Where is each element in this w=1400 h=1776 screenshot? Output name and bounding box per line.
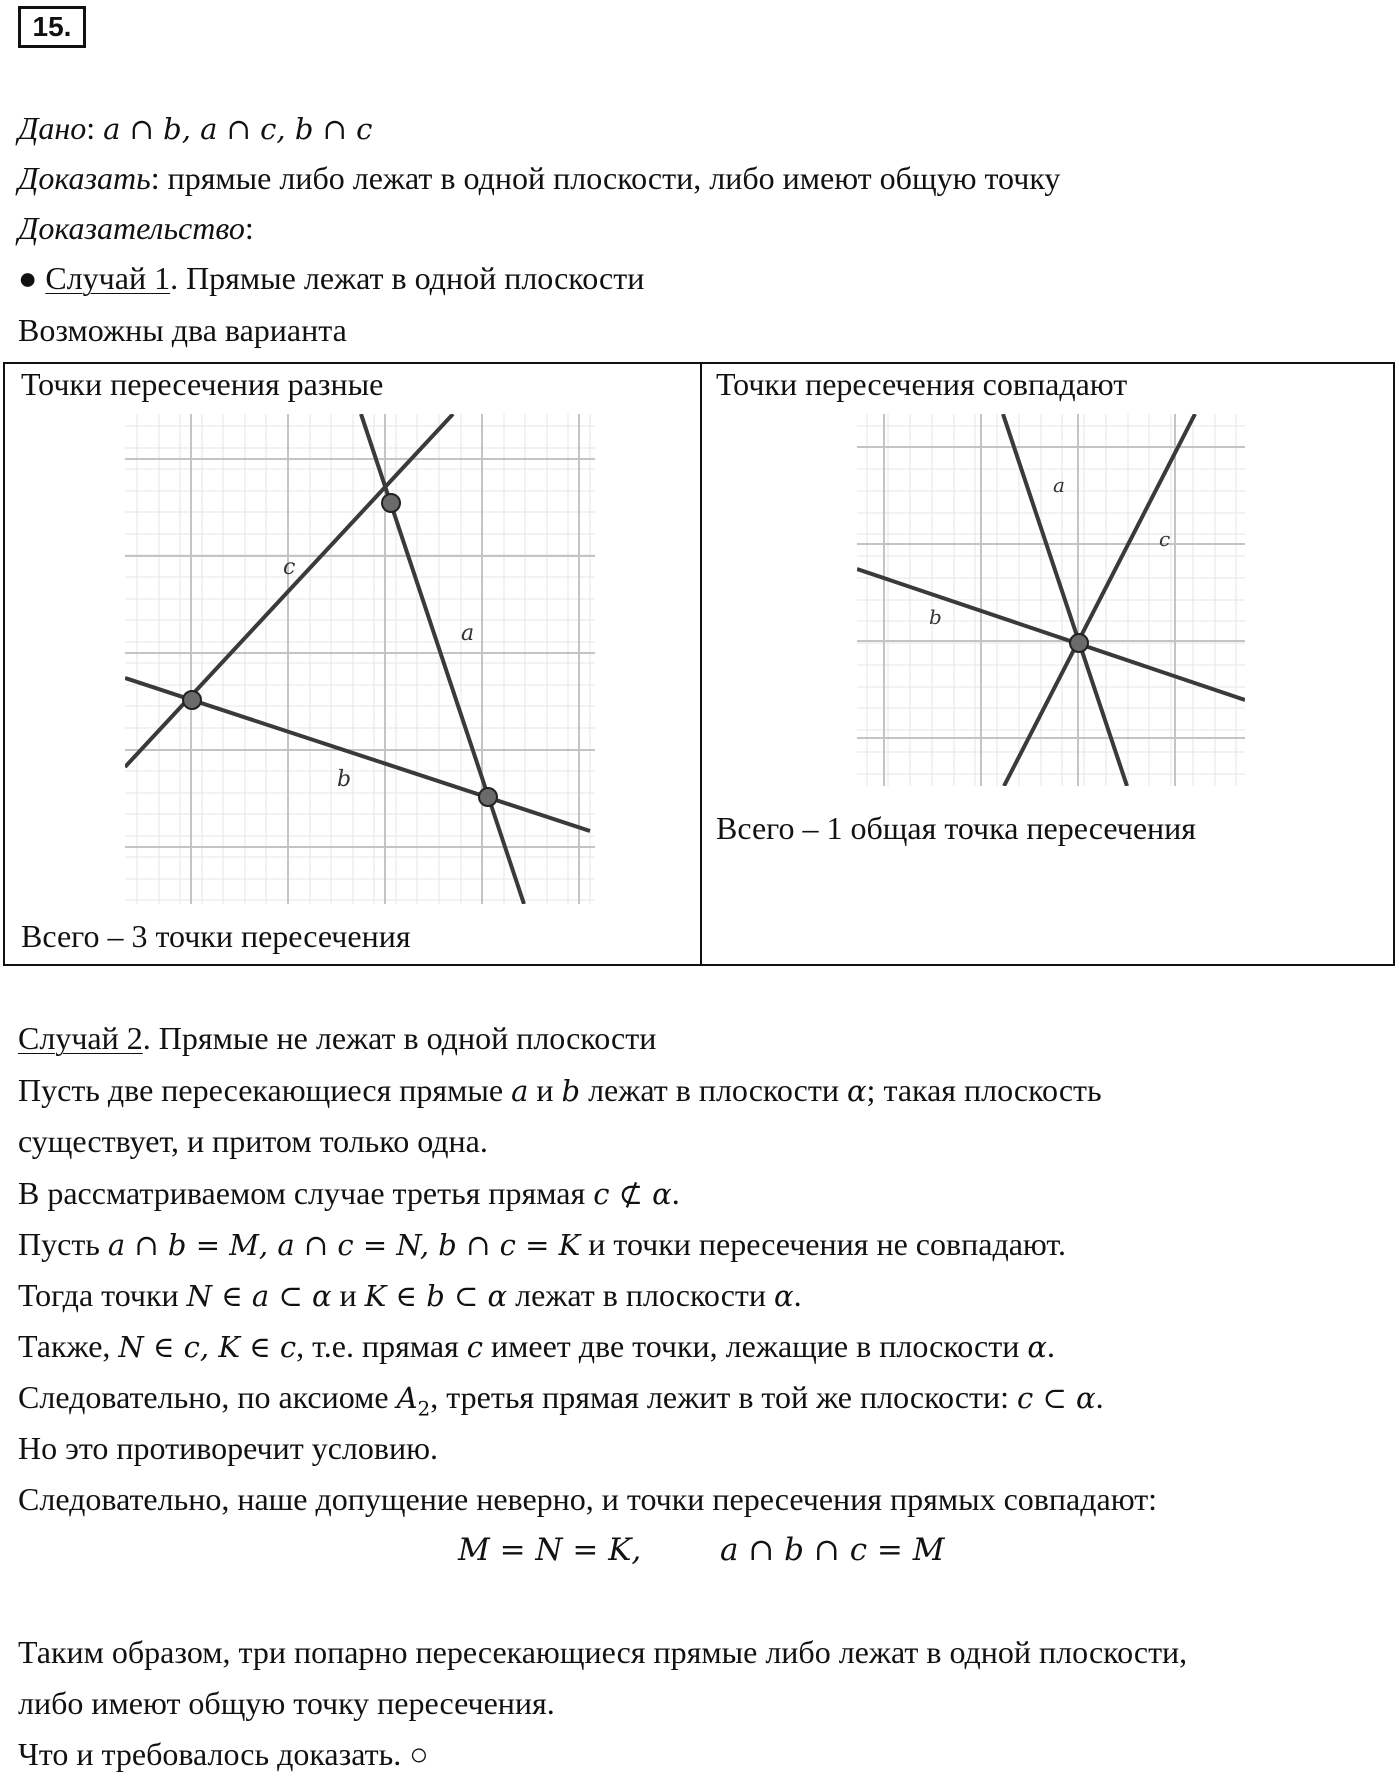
math-c-subset: c ⊂ α bbox=[1017, 1381, 1096, 1415]
left-lines bbox=[125, 414, 590, 904]
text-run: лежат в плоскости bbox=[507, 1277, 774, 1313]
case2-line-7 bbox=[18, 1377, 1104, 1428]
case1-variants: Возможны два варианта bbox=[18, 312, 347, 348]
proof-label-line bbox=[18, 208, 254, 248]
text-run: Пусть bbox=[18, 1226, 108, 1262]
case1-line bbox=[18, 258, 644, 298]
case1-table bbox=[3, 362, 1395, 966]
case2-line bbox=[18, 1018, 656, 1058]
case2-line-8: Но это противоречит условию. bbox=[18, 1430, 439, 1466]
text-run: Пусть две пересекающиеся прямые bbox=[18, 1072, 512, 1108]
left-point-ab bbox=[479, 788, 497, 806]
given-line bbox=[18, 108, 372, 149]
qed-text: Что и требовалось доказать. bbox=[18, 1736, 402, 1772]
text-run: и bbox=[331, 1277, 365, 1313]
proof-label: Доказательство bbox=[18, 210, 245, 246]
text-run: лежат в плоскости bbox=[580, 1072, 847, 1108]
math-intersections: a ∩ b = M, a ∩ c = N, b ∩ c = K bbox=[107, 1228, 581, 1262]
given-expression: a ∩ b, a ∩ c, b ∩ c bbox=[103, 112, 373, 146]
case2-line-9: Следовательно, наше допущение неверно, и точки пересечения прямых совпадают: bbox=[18, 1481, 1158, 1517]
math-n-k-in-c: N ∈ c, K ∈ c bbox=[118, 1330, 297, 1364]
text-run: и точки пересечения не совпадают. bbox=[580, 1226, 1066, 1262]
case2-line-5 bbox=[18, 1275, 802, 1316]
left-diagram bbox=[125, 414, 595, 904]
conclusion-line-1: Таким образом, три попарно пересекающиеся прямые либо лежат в одной плоскости, bbox=[18, 1634, 1188, 1670]
left-grid-minor bbox=[125, 414, 595, 904]
math-n-in-a: N ∈ a ⊂ α bbox=[186, 1279, 332, 1313]
case2-line-6 bbox=[18, 1326, 1055, 1367]
prove-label: Доказать bbox=[18, 160, 151, 196]
right-line-b bbox=[857, 569, 1245, 700]
text-run: Тогда точки bbox=[18, 1277, 187, 1313]
math-c: c bbox=[466, 1330, 483, 1364]
end-of-proof-icon: ○ bbox=[409, 1736, 429, 1772]
conclusion-line-3 bbox=[18, 1734, 429, 1774]
text-run: и bbox=[528, 1072, 562, 1108]
math-axiom: A bbox=[396, 1381, 418, 1415]
case2-line-1 bbox=[18, 1070, 1102, 1111]
math-alpha: α bbox=[1027, 1330, 1047, 1364]
case2-line-4 bbox=[18, 1224, 1066, 1265]
given-colon: : bbox=[86, 110, 96, 146]
case2-line-3 bbox=[18, 1173, 680, 1214]
math-axiom-index: 2 bbox=[417, 1396, 431, 1421]
left-point-ac bbox=[382, 494, 400, 512]
text-run: ; такая плоскость bbox=[866, 1072, 1102, 1108]
problem-number: 15. bbox=[18, 6, 86, 48]
case1-bullet: ● bbox=[18, 260, 38, 296]
right-label-b: b bbox=[929, 605, 942, 629]
left-label-a: a bbox=[461, 621, 475, 646]
prove-text: : прямые либо лежат в одной плоскости, либо имеют общую точку bbox=[150, 160, 1061, 196]
text-run: имеет две точки, лежащие в плоскости bbox=[483, 1328, 1028, 1364]
text-run: В рассматриваемом случае третья прямая bbox=[18, 1175, 594, 1211]
case1-text: . Прямые лежат в одной плоскости bbox=[170, 260, 645, 296]
text-run: , третья прямая лежит в той же плоскости: bbox=[430, 1379, 1018, 1415]
proof-colon: : bbox=[244, 210, 254, 246]
left-footer: Всего – 3 точки пересечения bbox=[21, 918, 411, 954]
right-footer: Всего – 1 общая точка пересечения bbox=[716, 810, 1196, 846]
text-run: . bbox=[1095, 1379, 1104, 1415]
right-point-common bbox=[1070, 634, 1088, 652]
left-label-b: b bbox=[337, 767, 352, 792]
formula-common-intersection: a ∩ b ∩ c = M bbox=[720, 1532, 945, 1568]
text-run: . bbox=[793, 1277, 802, 1313]
math-c-not-subset: c ⊄ α bbox=[593, 1177, 672, 1211]
right-label-c: c bbox=[1159, 527, 1171, 551]
table-divider bbox=[700, 364, 702, 964]
text-run: Также, bbox=[18, 1328, 119, 1364]
right-label-a: a bbox=[1053, 473, 1065, 497]
text-run: . bbox=[1046, 1328, 1055, 1364]
right-diagram bbox=[857, 414, 1245, 786]
left-point-bc bbox=[183, 691, 201, 709]
case2-text: . Прямые не лежат в одной плоскости bbox=[142, 1020, 657, 1056]
case1-title: Случай 1 bbox=[45, 260, 171, 296]
math-k-in-b: K ∈ b ⊂ α bbox=[364, 1279, 508, 1313]
conclusion-line-2: либо имеют общую точку пересечения. bbox=[18, 1685, 555, 1721]
math-alpha: α bbox=[846, 1074, 867, 1108]
text-run: Следовательно, по аксиоме bbox=[18, 1379, 397, 1415]
right-grid-minor bbox=[857, 414, 1245, 786]
formula-equal-points: M = N = K, bbox=[458, 1532, 642, 1568]
left-label-c: c bbox=[283, 555, 296, 580]
prove-line bbox=[18, 158, 1060, 198]
text-run: . bbox=[671, 1175, 680, 1211]
left-points bbox=[183, 494, 497, 806]
text-run: , т.е. прямая bbox=[296, 1328, 467, 1364]
given-label: Дано bbox=[18, 110, 87, 146]
left-heading: Точки пересечения разные bbox=[21, 366, 384, 402]
math-alpha: α bbox=[774, 1279, 794, 1313]
math-b: b bbox=[561, 1074, 581, 1108]
case2-title: Случай 2 bbox=[18, 1020, 143, 1056]
math-a: a bbox=[511, 1074, 529, 1108]
case2-line-2: существует, и притом только одна. bbox=[18, 1123, 488, 1159]
right-heading: Точки пересечения совпадают bbox=[716, 366, 1128, 402]
